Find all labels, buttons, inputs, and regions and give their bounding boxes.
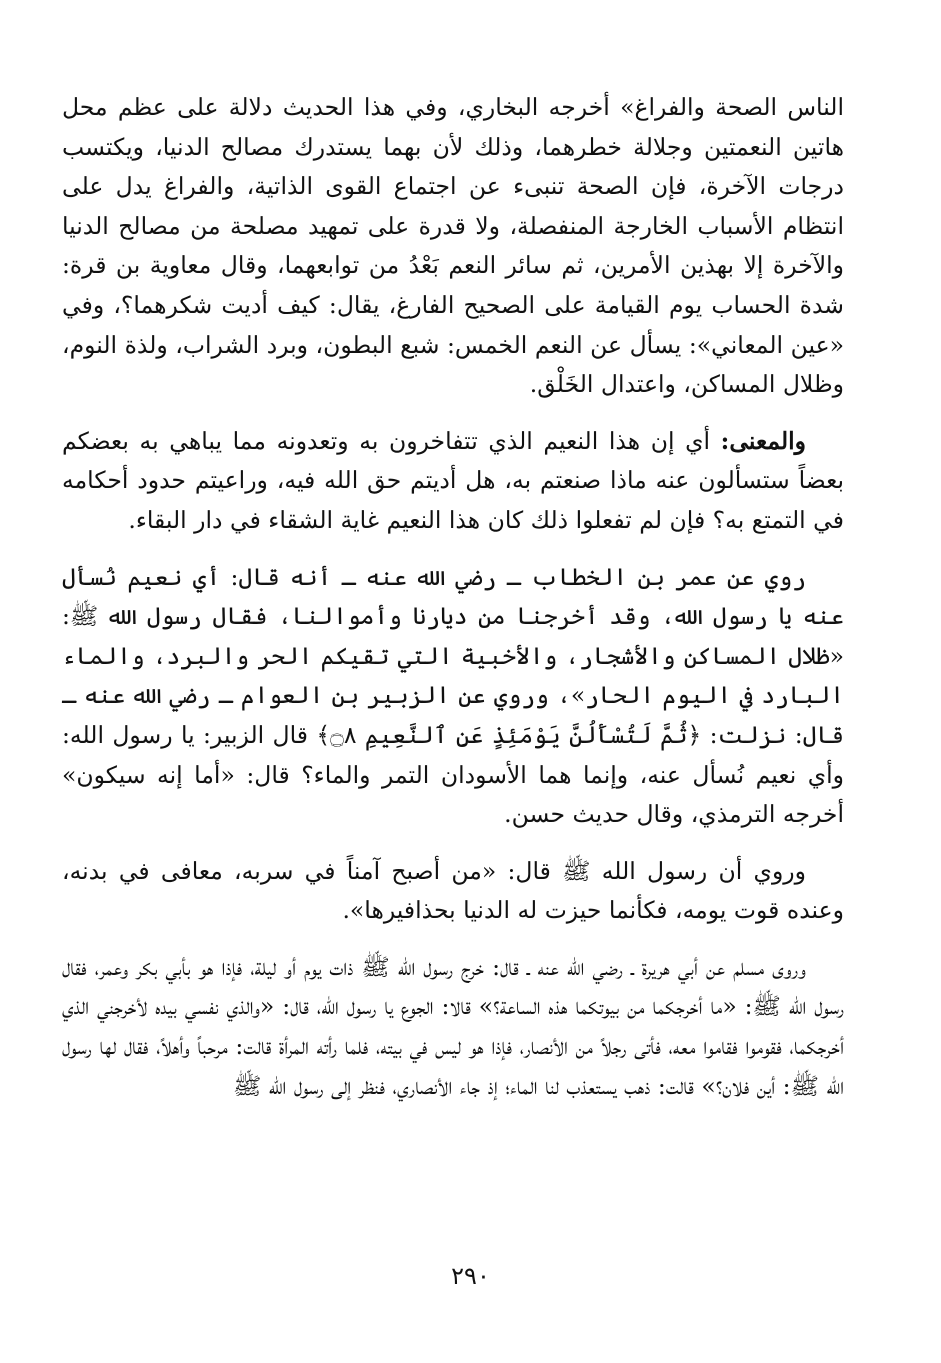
page-body bbox=[62, 88, 844, 1106]
paragraph-1 bbox=[62, 88, 844, 405]
paragraph-2-lead: والمعنى: bbox=[720, 426, 806, 455]
paragraph-2-text: أي إن هذا النعيم الذي تتفاخرون به وتعدونه مما يباهي به بعضكم بعضاً ستسألون عنه ماذا صنعتم به، هل أديتم حق الله فيه، وراعيتم حدود أحكامه في التمتع به؟ فإن لم تفعلوا ذلك كان هذا النعيم غاية الشقاء في دار البقاء. bbox=[62, 426, 844, 534]
paragraph-5-text: وروى مسلم عن أبي هريرة ـ رضي الله عنه ـ قال: خرج رسول الله ﷺ ذات يوم أو ليلة، فإذا هو بأبي بكر وعمر، فقال رسول الله ﷺ: «ما أخرجكما من بيوتكما هذه الساعة؟» قالا: الجوع يا رسول الله، قال: «والذي نفسي بيده لأخرجني الذي أخرجكما، فقوموا فقاموا معه، فأتى رجلاً من الأنصار، فإذا هو ليس في بيته، فلما رأته المرأة قالت: مرحباً وأهلاً، فقال لها رسول الله ﷺ: أين فلان؟» قالت: ذهب يستعذب لنا الماء؛ إذ جاء الأنصاري، فنظر إلى رسول الله ﷺ bbox=[62, 952, 844, 1100]
page-number: ٢٩٠ bbox=[451, 1262, 490, 1290]
paragraph-4 bbox=[62, 852, 844, 931]
paragraph-2 bbox=[62, 422, 844, 541]
paragraph-4-text: وروي أن رسول الله ﷺ قال: «من أصبح آمناً في سربه، معافى في بدنه، وعنده قوت يومه، فكأنما حيزت له الدنيا بحذافيرها». bbox=[62, 856, 844, 925]
paragraph-3 bbox=[62, 558, 844, 835]
paragraph-3-text: روي عن عمر بن الخطاب ـ رضي الله عنه ـ أنه قال: أي نعيم نُسأل عنه يا رسول الله، وقد أخرجنا من ديارنا وأموالنا، فقال رسول الله ﷺ: «ظلال المساكن والأشجار، والأخبية التي تقيكم الحر والبرد، والماء البارد في اليوم الحار»، وروي عن الزبير بن العوام ـ رضي الله عنه ـ قال: نزلت: ﴿ثُمَّ لَتُسْأَلُنَّ يَوْمَئِذٍ عَنِ ٱلنَّعِيمِ ۝٨﴾ قال الزبير: يا رسول الله: وأي نعيم نُسأل عنه، وإنما هما الأسودان التمر والماء؟ قال: «أما إنه سيكون» أخرجه الترمذي، وقال حديث حسن. bbox=[62, 562, 844, 829]
paragraph-5 bbox=[62, 948, 844, 1106]
paragraph-1-text: الناس الصحة والفراغ» أخرجه البخاري، وفي هذا الحديث دلالة على عظم محل هاتين النعمتين وجلالة خطرهما، وذلك لأن بهما يستدرك مصالح الدنيا، ويكتسب درجات الآخرة، فإن الصحة تنبىء عن اجتماع القوى الذاتية، والفراغ يدل على انتظام الأسباب الخارجة المنفصلة، ولا قدرة على تمهيد مصلحة من مصالح الدنيا والآخرة إلا بهذين الأمرين، ثم سائر النعم بَعْدُ من توابعهما، وقال معاوية بن قرة: شدة الحساب يوم القيامة على الصحيح الفارغ، يقال: كيف أديت شكرهما؟، وفي «عين المعاني»: يسأل عن النعم الخمس: شبع البطون، وبرد الشراب، ولذة النوم، وظلال المساكن، واعتدال الخَلْق. bbox=[62, 93, 844, 399]
